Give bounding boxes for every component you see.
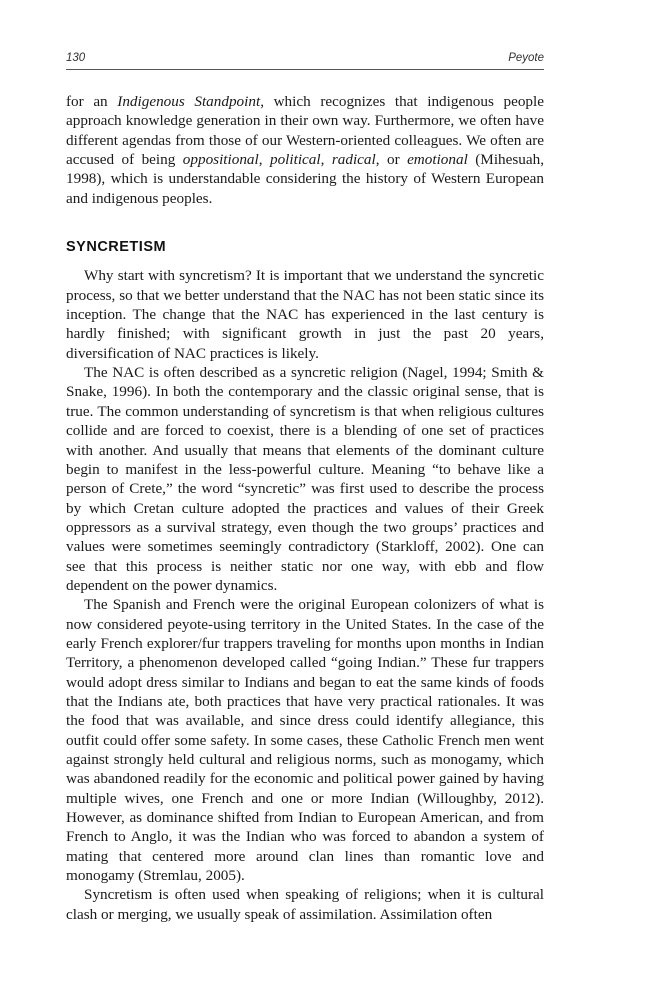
page-number: 130 — [66, 52, 86, 64]
running-head — [66, 52, 544, 64]
paragraph: The NAC is often described as a syncretic religion (Nagel, 1994; Smith & Snake, 1996). In both the contemporary and the classic original sense, that is true. The common understanding of syncretism is that when religious cultures collide and are forced to coexist, there is a blending of one set of practices with another. And usually that means that elements of the dominant culture begin to manifest in the less-powerful culture. Meaning “to behave like a person of Crete,” the word “syncretic” was first used to describe the process by which Cretan culture adopted the practices and values of their Greek oppressors as a survival strategy, even though the two groups’ practices and values were sometimes seemingly contradictory (Starkloff, 2002). One can see that this process is neither static nor one way, with ebb and flow dependent on the power dynamics. — [66, 364, 544, 594]
paragraph: Why start with syncretism? It is important that we understand the syncretic process, so that we better understand that the NAC has not been static since its inception. The change that the NAC has experienced in the last century is hardly finished; with significant growth in just the past 20 years, diversification of NAC practices is likely. — [66, 267, 544, 362]
body-text — [66, 92, 544, 924]
intro-paragraph: for an Indigenous Standpoint, which recognizes that indigenous people approach knowledge generation in their own way. Furthermore, we often have different agendas from those of our Western-oriented colleagues. We often are accused of being oppositional, political, radical, or emotional (Mihesuah, 1998), which is understandable considering the history of Western European and indigenous peoples. — [66, 93, 545, 207]
paragraph: Syncretism is often used when speaking of religions; when it is cultural clash or merging, we usually speak of assimilation. Assimilation often — [66, 886, 544, 923]
paragraph: The Spanish and French were the original European colonizers of what is now considered peyote-using territory in the United States. In the case of the early French explorer/fur trappers traveling for months upon months in Indian Territory, a phenomenon developed called “going Indian.” These fur trappers would adopt dress similar to Indians and began to eat the same kinds of foods that the Indians ate, both practices that have very practical rationales. It was the food that was available, and since dress could identify allegiance, this outfit could offer some safety. In some cases, these Catholic French men went against strongly held cultural and religious norms, such as monogamy, which was abandoned readily for the economic and political power gained by having multiple wives, one French and one or more Indian (Willoughby, 2012). However, as dominance shifted from Indian to European American, and from French to Anglo, it was the Indian who was forced to abandon a system of mating that centered more around clan lines than romantic love and monogamy (Stremlau, 2005). — [66, 596, 544, 885]
header-rule — [66, 69, 544, 70]
section-heading: SYNCRETISM — [66, 239, 167, 256]
running-title: Peyote — [508, 52, 544, 64]
